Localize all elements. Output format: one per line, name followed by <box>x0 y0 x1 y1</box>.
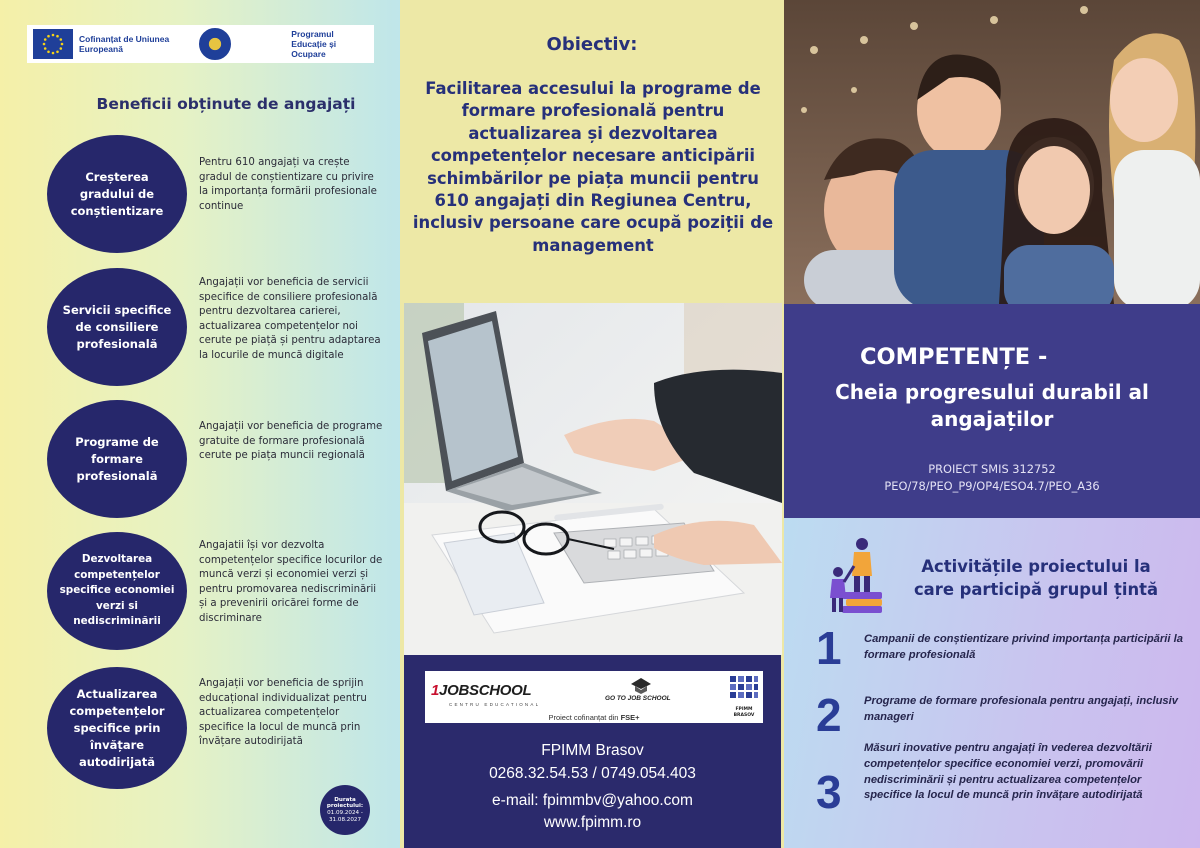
benefit-text-1: Pentru 610 angajați va crește gradul de conștientizare cu privire la importanța formării profesionale continue <box>199 157 377 212</box>
jobschool-logo: 1JOBSCHOOL <box>431 682 532 699</box>
website-link[interactable]: www.fpimm.ro <box>543 814 642 831</box>
eu-cofinanced-text: Cofinanțat de Uniunea Europeană <box>79 34 170 54</box>
objective-title: Obiectiv: <box>546 34 638 55</box>
project-peo-code: PEO/78/PEO_P9/OP4/ESO4.7/PEO_A36 <box>884 478 1100 493</box>
contact-footer <box>404 655 781 848</box>
project-title-main: COMPETENȚE - <box>860 344 1048 370</box>
students-group-photo <box>784 0 1200 304</box>
benefit-circle-4: Dezvoltarea competențelor specifice economiei verzi si nediscriminării <box>47 532 187 650</box>
objective-text: Facilitarea accesului la programe de formare profesională pentru actualizarea și dezvoltarea competențelor necesare anticipării schimbărilor pe piața muncii pentru 610 angajați din Regiunea Centru, inclusiv persoane care ocupă poziții de management <box>412 79 774 255</box>
fpimm-logo-icon <box>729 675 759 705</box>
benefit-text-4: Angajatii își vor dezvolta competențelor specifice locurilor de muncă verzi și economiei verzi și pentru promovarea nediscriminării și a prevenirii oricărei forme de discriminare <box>199 540 383 624</box>
project-title-subtitle: Cheia progresului durabil al angajaților <box>835 380 1149 431</box>
partner-logos-strip <box>425 671 763 723</box>
fpimm-logo-text: FPIMM BRASOV <box>733 707 755 718</box>
project-code <box>784 461 1200 494</box>
benefit-circle-2: Servicii specifice de consiliere profesională <box>47 268 187 386</box>
people-books-icon <box>828 536 894 614</box>
funding-logos-bar <box>27 25 374 63</box>
project-title-box <box>784 304 1200 518</box>
phone-numbers: 0268.32.54.53 / 0749.054.403 <box>489 765 696 782</box>
activity-number-1: 1 <box>816 622 842 674</box>
gotojob-logo-text: GO TO JOB SCHOOL <box>605 695 671 702</box>
benefits-title: Beneficii obținute de angajați <box>96 95 356 113</box>
cofinanced-note: Proiect cofinanțat din FSE+ <box>548 713 640 722</box>
right-panel <box>784 0 1200 848</box>
activity-number-2: 2 <box>816 689 842 741</box>
duration-label: Durata proiectului: <box>326 796 364 810</box>
left-panel <box>0 0 400 848</box>
benefit-text-3: Angajații vor beneficia de programe gratuite de formare profesională cerute pe piața muncii regională <box>199 421 383 462</box>
office-laptop-calculator-photo <box>404 303 782 655</box>
activities-section <box>784 518 1200 848</box>
program-logo-text: Programul Educație și Ocupare <box>291 29 337 59</box>
activity-text-2: Programe de formare profesionala pentru angajați, inclusiv manageri <box>864 695 1178 723</box>
project-smis-code: PROIECT SMIS 312752 <box>928 462 1056 476</box>
benefit-text-5: Angajații vor beneficia de sprijin educațional individualizat pentru actualizarea competențelor specifice la locul de muncă prin învățare autodirijată <box>199 678 367 748</box>
gotojob-cap-icon <box>630 677 652 695</box>
eu-flag-icon <box>33 29 73 59</box>
activity-text-3: Măsuri inovative pentru angajați în vederea dezvoltării competențelor specifice economiei verzi, promovării nediscriminării și pentru actualizarea competențelor specifice la locul de muncă prin învățare autodirijată <box>864 742 1152 802</box>
benefit-circle-5: Actualizarea competențelor specifice prin învățare autodirijată <box>47 667 187 789</box>
duration-dates: 01.09.2024 - 31.08.2027 <box>327 810 363 823</box>
benefit-circle-1: Creșterea gradului de conștientizare <box>47 135 187 253</box>
duration-badge <box>320 785 370 835</box>
org-name: FPIMM Brasov <box>541 742 644 759</box>
activities-title: Activitățile proiectului la care participă grupul țintă <box>913 557 1159 599</box>
benefit-text-2: Angajații vor beneficia de servicii specifice de consiliere profesională pentru dezvoltarea carierei, actualizarea competențelor noi cerute pe piață și pentru adaptarea la locurile de muncă digitale <box>199 277 381 361</box>
activity-text-1: Campanii de conștientizare privind importanța participării la formare profesională <box>864 633 1183 661</box>
benefit-circle-3: Programe de formare profesională <box>47 400 187 518</box>
activity-number-3: 3 <box>816 766 842 818</box>
jobschool-subtitle: CENTRU EDUCATIONAL <box>449 702 541 707</box>
middle-panel <box>400 0 784 848</box>
email-address[interactable]: e-mail: fpimmbv@yahoo.com <box>492 792 693 809</box>
government-seal-icon <box>199 28 231 60</box>
